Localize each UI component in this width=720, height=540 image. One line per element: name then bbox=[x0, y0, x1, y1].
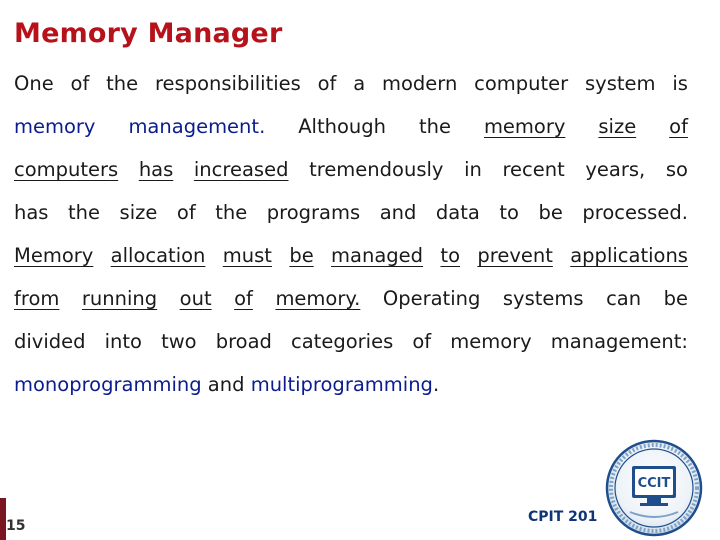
body-line-4 bbox=[14, 200, 688, 226]
underlined-word: be bbox=[289, 244, 314, 267]
word: computer bbox=[474, 72, 569, 95]
underlined-word: Memory bbox=[14, 244, 94, 267]
word: and bbox=[379, 201, 417, 224]
slide-title: Memory Manager bbox=[14, 18, 283, 49]
word: to bbox=[499, 201, 519, 224]
page-number: 15 bbox=[6, 518, 26, 534]
word: systems bbox=[502, 287, 584, 310]
university-seal-logo bbox=[604, 438, 704, 538]
word: tremendously bbox=[309, 158, 444, 181]
underlined-word: running bbox=[81, 287, 158, 310]
underlined-word: has bbox=[138, 158, 174, 181]
underlined-word: prevent bbox=[477, 244, 553, 267]
word: data bbox=[435, 201, 480, 224]
body-line-5 bbox=[14, 243, 688, 269]
keyword-monoprogramming: monoprogramming bbox=[14, 373, 202, 396]
seal-text: CCIT bbox=[637, 476, 671, 491]
underlined-word: must bbox=[222, 244, 272, 267]
word: One bbox=[14, 72, 54, 95]
underlined-word: of bbox=[234, 287, 253, 310]
underlined-word: of bbox=[669, 115, 688, 138]
word: the bbox=[68, 201, 101, 224]
underlined-word: memory bbox=[483, 115, 566, 138]
word: the bbox=[418, 115, 451, 138]
underlined-word: out bbox=[179, 287, 212, 310]
word: broad bbox=[215, 330, 272, 353]
keyword-memory: memory bbox=[14, 115, 96, 138]
word: be bbox=[663, 287, 688, 310]
word: of bbox=[317, 72, 337, 95]
underlined-word: allocation bbox=[110, 244, 206, 267]
underlined-word: from bbox=[14, 287, 60, 310]
word: responsibilities bbox=[154, 72, 301, 95]
underlined-word: increased bbox=[193, 158, 289, 181]
keyword-multiprogramming: multiprogramming bbox=[250, 373, 433, 396]
word: system bbox=[585, 72, 656, 95]
body-line-8 bbox=[14, 372, 688, 398]
word: a bbox=[353, 72, 366, 95]
underlined-word: computers bbox=[14, 158, 119, 181]
word: programs bbox=[266, 201, 361, 224]
word: of bbox=[70, 72, 90, 95]
word: modern bbox=[382, 72, 458, 95]
word: processed. bbox=[582, 201, 688, 224]
period: . bbox=[432, 373, 440, 396]
word: be bbox=[538, 201, 563, 224]
word: has bbox=[14, 201, 49, 224]
word: size bbox=[119, 201, 158, 224]
body-line-3 bbox=[14, 157, 688, 183]
keyword-management: management. bbox=[128, 115, 266, 138]
connector-text: and bbox=[201, 373, 251, 396]
word: categories bbox=[291, 330, 394, 353]
body-line-1 bbox=[14, 71, 688, 97]
word: of bbox=[412, 330, 432, 353]
course-code: CPIT 201 bbox=[528, 509, 598, 525]
body-line-6 bbox=[14, 286, 688, 312]
word: into bbox=[104, 330, 142, 353]
word: the bbox=[106, 72, 139, 95]
underlined-word: size bbox=[598, 115, 637, 138]
word: years, bbox=[585, 158, 646, 181]
word: of bbox=[176, 201, 196, 224]
underlined-word: memory. bbox=[275, 287, 361, 310]
word: the bbox=[215, 201, 248, 224]
word: is bbox=[672, 72, 688, 95]
word: memory bbox=[450, 330, 532, 353]
underlined-word: to bbox=[440, 244, 460, 267]
word: management: bbox=[550, 330, 688, 353]
word: can bbox=[606, 287, 642, 310]
word: two bbox=[161, 330, 197, 353]
underlined-word: managed bbox=[331, 244, 424, 267]
word: so bbox=[665, 158, 688, 181]
word: divided bbox=[14, 330, 86, 353]
underlined-word: applications bbox=[570, 244, 688, 267]
body-line-2 bbox=[14, 114, 688, 140]
word: Although bbox=[298, 115, 387, 138]
body-line-7 bbox=[14, 329, 688, 355]
word: Operating bbox=[382, 287, 481, 310]
word: recent bbox=[502, 158, 565, 181]
word: in bbox=[464, 158, 482, 181]
